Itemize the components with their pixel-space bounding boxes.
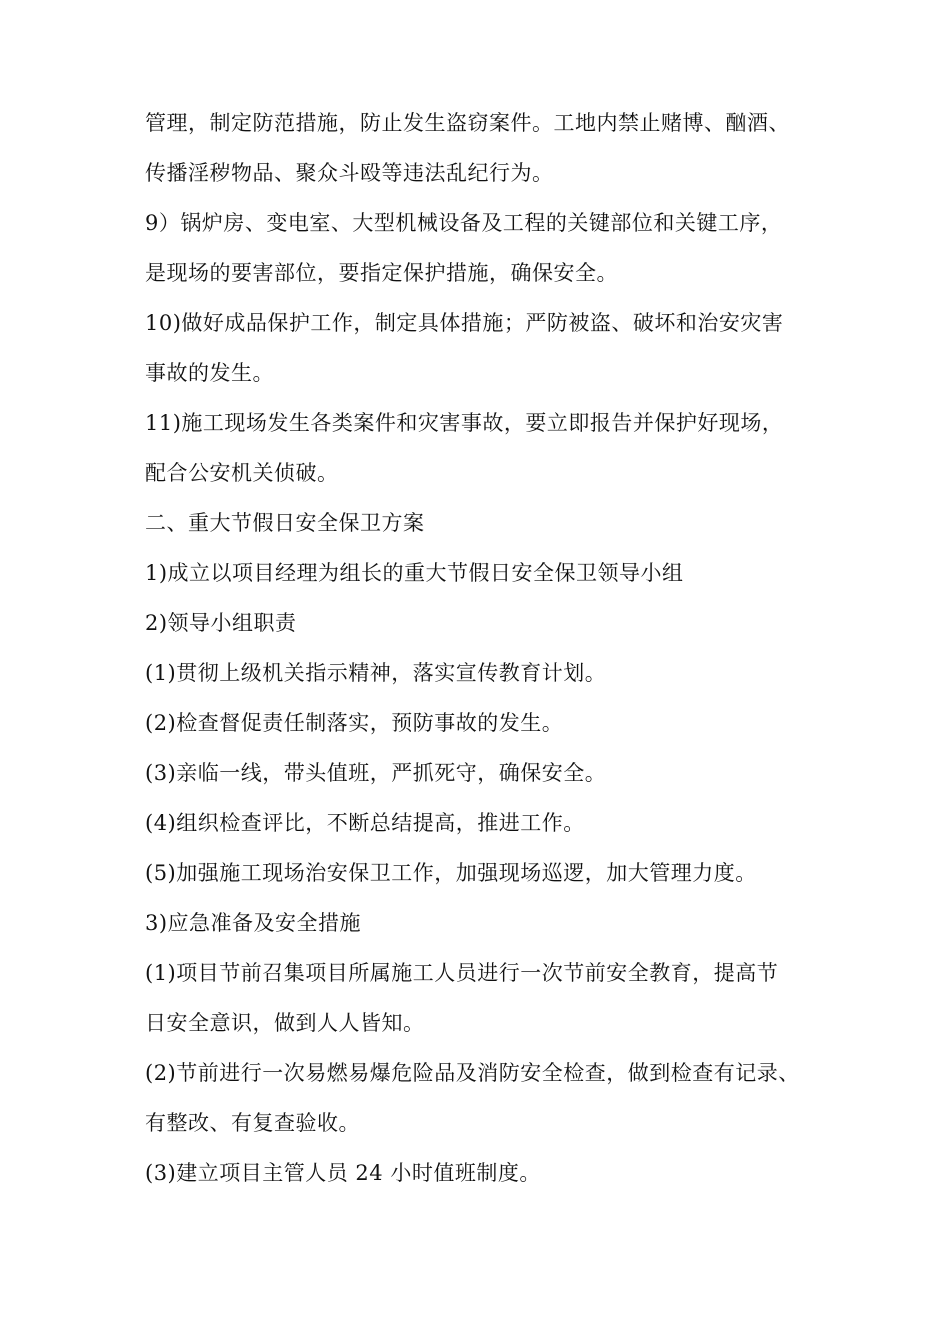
text-line: (1)贯彻上级机关指示精神，落实宣传教育计划。 (145, 661, 607, 685)
text-line: 管理，制定防范措施，防止发生盗窃案件。工地内禁止赌博、酗酒、 (145, 111, 790, 135)
document-body (145, 98, 815, 1198)
text-line: (3)亲临一线，带头值班，严抓死守，确保安全。 (145, 761, 607, 785)
text-line: 2)领导小组职责 (145, 611, 297, 635)
text-line: 3)应急准备及安全措施 (145, 911, 362, 935)
text-line: (2)节前进行一次易燃易爆危险品及消防安全检查，做到检查有记录、 (145, 1061, 800, 1085)
text-line: 事故的发生。 (145, 361, 274, 385)
text-line: (1)项目节前召集项目所属施工人员进行一次节前安全教育，提高节 (145, 961, 779, 985)
text-line: 1)成立以项目经理为组长的重大节假日安全保卫领导小组 (145, 561, 684, 585)
section-heading: 二、重大节假日安全保卫方案 (145, 511, 425, 535)
text-line: 日安全意识，做到人人皆知。 (145, 1011, 425, 1035)
text-line: 是现场的要害部位，要指定保护措施，确保安全。 (145, 261, 618, 285)
text-line: 10)做好成品保护工作，制定具体措施；严防被盗、破坏和治安灾害 (145, 311, 784, 335)
text-line: (5)加强施工现场治安保卫工作，加强现场巡逻，加大管理力度。 (145, 861, 757, 885)
text-line: 11)施工现场发生各类案件和灾害事故，要立即报告并保护好现场， (145, 411, 784, 435)
text-line: 有整改、有复查验收。 (145, 1111, 360, 1135)
text-line: 配合公安机关侦破。 (145, 461, 339, 485)
text-line: (3)建立项目主管人员 24 小时值班制度。 (145, 1161, 541, 1185)
text-line: 传播淫秽物品、聚众斗殴等违法乱纪行为。 (145, 161, 554, 185)
text-line: (2)检查督促责任制落实，预防事故的发生。 (145, 711, 564, 735)
text-line: 9）锅炉房、变电室、大型机械设备及工程的关键部位和关键工序， (145, 211, 783, 235)
text-line: (4)组织检查评比，不断总结提高，推进工作。 (145, 811, 585, 835)
